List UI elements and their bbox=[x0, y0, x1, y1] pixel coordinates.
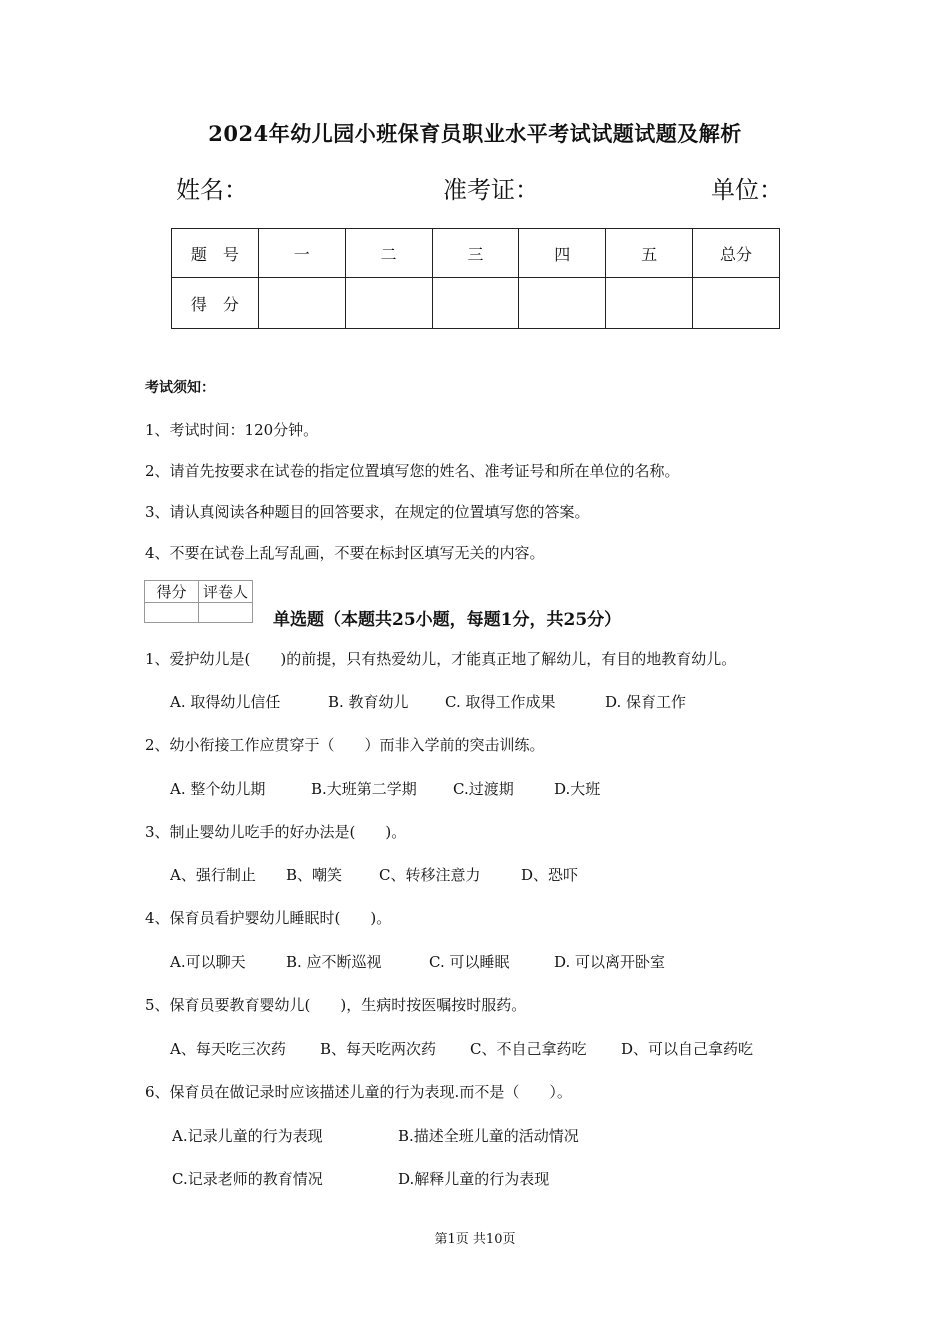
score-cell bbox=[345, 278, 432, 329]
score-table-header-cell: 五 bbox=[606, 229, 693, 278]
question-1: 1、爱护幼儿是( )的前提，只有热爱幼儿，才能真正地了解幼儿，有目的地教育幼儿。 bbox=[145, 650, 737, 668]
question-6-option-c: C.记录老师的教育情况 bbox=[172, 1170, 323, 1188]
score-table-header-label: 题 号 bbox=[172, 229, 259, 278]
question-2-option-c: C.过渡期 bbox=[453, 780, 514, 798]
score-table-score-row bbox=[172, 278, 780, 329]
grader-score-label: 得分 bbox=[145, 581, 199, 603]
question-5-option-a: A、每天吃三次药 bbox=[170, 1040, 286, 1058]
score-cell bbox=[606, 278, 693, 329]
question-3-option-c: C、转移注意力 bbox=[379, 866, 481, 884]
grader-name-label: 评卷人 bbox=[199, 581, 253, 603]
section-title: 单选题（本题共25小题，每题1分，共25分） bbox=[273, 610, 622, 630]
question-2-option-a: A. 整个幼儿期 bbox=[170, 780, 266, 798]
score-cell-total bbox=[693, 278, 780, 329]
question-3-option-b: B、嘲笑 bbox=[286, 866, 343, 884]
question-6-option-b: B.描述全班儿童的活动情况 bbox=[398, 1127, 579, 1145]
question-3-option-a: A、强行制止 bbox=[170, 866, 256, 884]
grader-score-cell bbox=[145, 603, 199, 623]
score-table-header-cell: 二 bbox=[345, 229, 432, 278]
unit-field-label: 单位： bbox=[711, 176, 783, 204]
notice-item: 2、请首先按要求在试卷的指定位置填写您的姓名、准考证号和所在单位的名称。 bbox=[145, 462, 680, 480]
question-1-option-a: A. 取得幼儿信任 bbox=[170, 693, 281, 711]
question-6-option-a: A.记录儿童的行为表现 bbox=[172, 1127, 323, 1145]
question-5-option-c: C、不自己拿药吃 bbox=[470, 1040, 587, 1058]
notice-item: 1、考试时间：120分钟。 bbox=[145, 421, 319, 439]
question-3-option-d: D、恐吓 bbox=[521, 866, 579, 884]
question-4-option-b: B. 应不断巡视 bbox=[286, 953, 382, 971]
question-1-option-c: C. 取得工作成果 bbox=[445, 693, 556, 711]
score-cell bbox=[519, 278, 606, 329]
question-2-option-b: B.大班第二学期 bbox=[311, 780, 417, 798]
question-4-option-a: A.可以聊天 bbox=[170, 953, 246, 971]
question-5-option-d: D、可以自己拿药吃 bbox=[621, 1040, 754, 1058]
question-1-option-d: D. 保育工作 bbox=[605, 693, 687, 711]
question-6: 6、保育员在做记录时应该描述儿童的行为表现.而不是（ ）。 bbox=[145, 1083, 572, 1101]
question-4-option-c: C. 可以睡眠 bbox=[429, 953, 510, 971]
score-table bbox=[171, 228, 780, 329]
notice-item: 3、请认真阅读各种题目的回答要求，在规定的位置填写您的答案。 bbox=[145, 503, 590, 521]
question-5: 5、保育员要教育婴幼儿( )，生病时按医嘱按时服药。 bbox=[145, 996, 527, 1014]
notice-heading: 考试须知： bbox=[145, 380, 215, 396]
question-3: 3、制止婴幼儿吃手的好办法是( )。 bbox=[145, 823, 407, 841]
exam-id-field-label: 准考证： bbox=[443, 176, 539, 204]
score-table-row-label: 得 分 bbox=[172, 278, 259, 329]
question-2-option-d: D.大班 bbox=[554, 780, 601, 798]
score-table-header-row bbox=[172, 229, 780, 278]
question-6-option-d: D.解释儿童的行为表现 bbox=[398, 1170, 550, 1188]
score-table-header-cell: 三 bbox=[432, 229, 519, 278]
grader-box bbox=[144, 580, 253, 623]
question-4: 4、保育员看护婴幼儿睡眠时( )。 bbox=[145, 909, 392, 927]
question-5-option-b: B、每天吃两次药 bbox=[320, 1040, 437, 1058]
page-footer: 第1页 共10页 bbox=[434, 1232, 516, 1247]
question-4-option-d: D. 可以离开卧室 bbox=[554, 953, 666, 971]
question-2: 2、幼小衔接工作应贯穿于（ ）而非入学前的突击训练。 bbox=[145, 736, 545, 754]
notice-item: 4、不要在试卷上乱写乱画，不要在标封区填写无关的内容。 bbox=[145, 544, 545, 562]
score-table-header-total: 总分 bbox=[693, 229, 780, 278]
score-cell bbox=[432, 278, 519, 329]
score-cell bbox=[258, 278, 345, 329]
question-1-option-b: B. 教育幼儿 bbox=[328, 693, 409, 711]
score-table-header-cell: 四 bbox=[519, 229, 606, 278]
document-title: 2024年幼儿园小班保育员职业水平考试试题试题及解析 bbox=[208, 121, 742, 146]
grader-name-cell bbox=[199, 603, 253, 623]
score-table-header-cell: 一 bbox=[258, 229, 345, 278]
name-field-label: 姓名： bbox=[176, 176, 248, 204]
